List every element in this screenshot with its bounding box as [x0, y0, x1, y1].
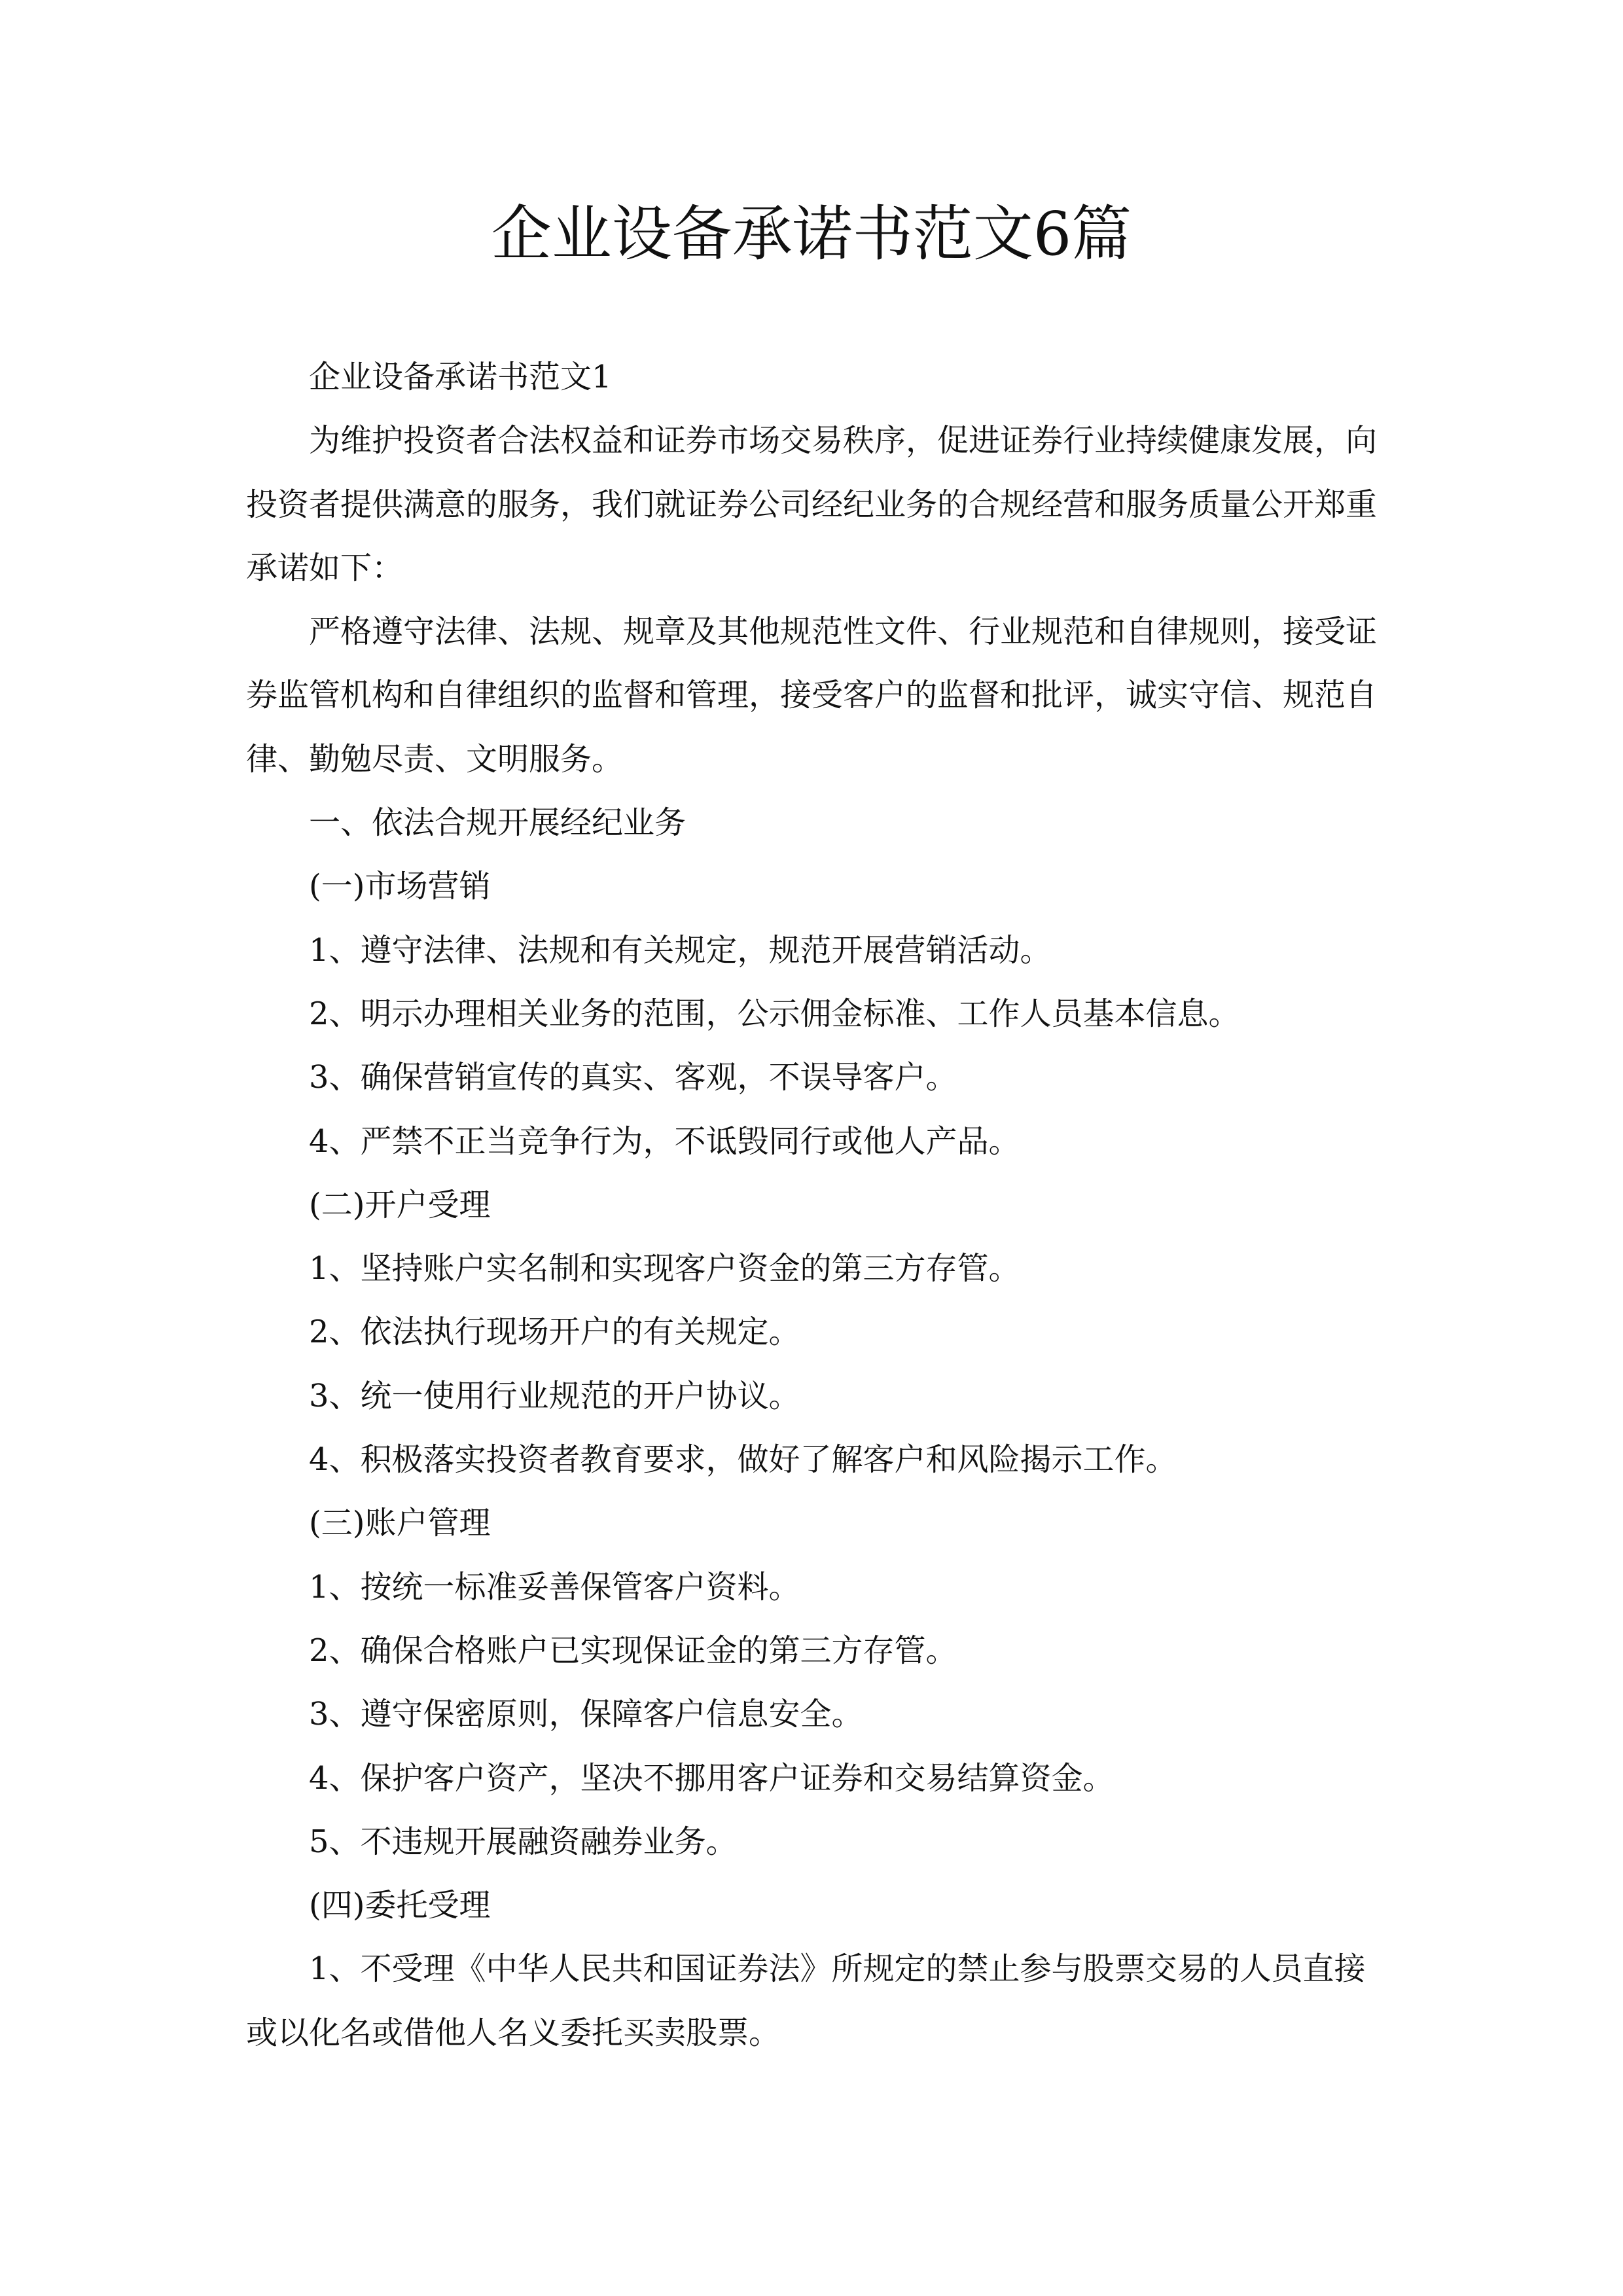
list-item: 5、不违规开展融资融券业务。 [309, 1823, 738, 1860]
list-item: 2、确保合格账户已实现保证金的第三方存管。 [309, 1632, 957, 1669]
document-body [246, 346, 1385, 2065]
section-heading: 一、依法合规开展经纪业务 [309, 804, 687, 842]
list-item: 4、保护客户资产，坚决不挪用客户证券和交易结算资金。 [309, 1759, 1115, 1797]
list-item: 1、坚持账户实名制和实现客户资金的第三方存管。 [309, 1250, 1020, 1287]
section-heading: 企业设备承诺书范文1 [309, 359, 612, 395]
list-item: 2、明示办理相关业务的范围，公示佣金标准、工作人员基本信息。 [309, 995, 1240, 1032]
list-item: 1、按统一标准妥善保管客户资料。 [309, 1568, 800, 1605]
subsection-heading: (三)账户管理 [309, 1505, 491, 1542]
paragraph: 严格遵守法律、法规、规章及其他规范性文件、行业规范和自律规则，接受证券监管机构和自律组织的监督和管理，接受客户的监督和批评，诚实守信、规范自律、勤勉尽责、文明服务。 [246, 613, 1378, 778]
list-item: 2、依法执行现场开户的有关规定。 [309, 1314, 800, 1351]
subsection-heading: (四)委托受理 [309, 1887, 491, 1924]
list-item: 3、遵守保密原则，保障客户信息安全。 [309, 1696, 863, 1733]
paragraph: 为维护投资者合法权益和证券市场交易秩序，促进证券行业持续健康发展，向投资者提供满意的服务，我们就证券公司经纪业务的合规经营和服务质量公开郑重承诺如下： [246, 422, 1378, 586]
list-item: 3、确保营销宣传的真实、客观，不误导客户。 [309, 1059, 957, 1096]
document-title: 企业设备承诺书范文6篇 [491, 199, 1132, 269]
list-item: 1、不受理《中华人民共和国证券法》所规定的禁止参与股票交易的人员直接或以化名或借他人名义委托买卖股票。 [246, 1950, 1366, 2051]
list-item: 4、积极落实投资者教育要求，做好了解客户和风险揭示工作。 [309, 1441, 1177, 1479]
list-item: 1、遵守法律、法规和有关规定，规范开展营销活动。 [309, 931, 1052, 969]
list-item: 4、严禁不正当竞争行为，不诋毁同行或他人产品。 [309, 1122, 1020, 1160]
subsection-heading: (二)开户受理 [309, 1186, 491, 1223]
list-item: 3、统一使用行业规范的开户协议。 [309, 1377, 800, 1414]
subsection-heading: (一)市场营销 [309, 868, 491, 905]
